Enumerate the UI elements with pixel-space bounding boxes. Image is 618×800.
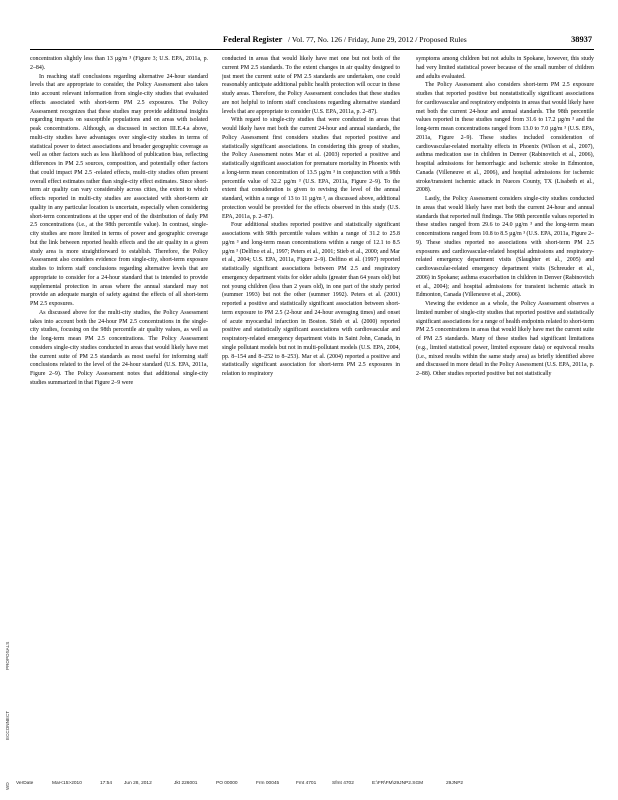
body-columns xyxy=(30,55,594,770)
text-column-1 xyxy=(30,55,208,770)
paragraph: With regard to single-city studies that were conducted in areas that would likely have met both the current 24-hour and annual standards, the Policy Assessment first considers studies that reported positive and statistically significant associations. In considering this group of studies, the Policy Assessment notes Mar et al. (2003) reported a positive and statistically significant association for premature mortality in Phoenix with a long-term mean concentration of 13.5 µg/m ³ in conjunction with a 98th percentile value of 32.2 µg/m ³ (U.S. EPA, 2011a, Figure 2–9). To the extent that consideration is given to revising the level of the annual standard, within a range of 13 to 11 µg/m ³, as discussed above, additional protection would be provided for the effects observed in this study (U.S. EPA, 2011a, p. 2–87). xyxy=(222,117,400,220)
paragraph: concentration slightly less than 13 µg/m ³ (Figure 3; U.S. EPA, 2011a, p. 2–84). xyxy=(30,56,208,71)
footer-field: 29JNP2 xyxy=(446,781,464,786)
side-stamp: PROPOSALS xyxy=(5,641,10,670)
footer-field: Jun 28, 2012 xyxy=(124,781,152,786)
text-column-2 xyxy=(222,55,400,770)
publication-title: Federal Register xyxy=(223,35,283,44)
footer-field: Fmt 4701 xyxy=(296,781,317,786)
text-column-3 xyxy=(416,55,594,770)
paragraph: Four additional studies reported positive and statistically significant associations with 98th percentile values within a range of 31.2 to 25.8 µg/m ³ and long-term mean concentrations within a range of 12.1 to 8.5 µg/m ³ (Delfino et al., 1997; Peters et al., 2001; Stieb et al., 2000; and Mar et al., 2004; U.S. EPA, 2011a, Figure 2–9). Delfino et al. (1997) reported statistically significant associations between PM 2.5 and respiratory emergency department visits for older adults (greater than 64 years old) but not young children (less than 2 years old), in one part of the study period (summer 1993) but not the other (summer 1992). Peters et al. (2001) reported a positive and statistically significant association between short-term exposure to PM 2.5 (2-hour and 24-hour averaging times) and onset of acute myocardial infarction in Boston. Stieb et al. (2000) reported positive and statistically significant associations with cardiovascular and respiratory-related emergency department visits in Saint John, Canada, in single pollutant models but not in multi-pollutant models (U.S. EPA, 2004, pp. 8–154 and 8–252 to 8–253). Mar et al. (2004) reported a positive and statistically significant association for short-term PM 2.5 exposures in relation to respiratory xyxy=(222,222,400,377)
footer-field: Frm 00045 xyxy=(256,781,280,786)
side-stamp: ECCONNECT xyxy=(5,710,10,740)
footer-field: VerDate xyxy=(16,781,34,786)
paragraph: The Policy Assessment also considers short-term PM 2.5 exposure studies that reported positive but nonstatistically significant associations for cardiovascular and respiratory endpoints in areas that would likely have met both the current 24-hour and annual standards. The 98th percentile values reported in these studies ranged from 31.6 to 17.2 µg/m ³ and the long-term mean concentrations ranged from 13.0 to 7.0 µg/m ³ (U.S. EPA, 2011a, Figure 2–9). These studies included consideration of cardiovascular-related mortality effects in Phoenix (Wilson et al., 2007), asthma medication use in children in Denver (Rabinovitch et al., 2006), hospital admissions for hemorrhagic and ischemic stroke in Edmonton, Canada (Villeneuve et al., 2006), and hospital admissions for ischemic stroke/transient ischemic attack in Nueces County, TX (Lisabeth et al., 2008). xyxy=(416,82,594,194)
footer-field: 17:54 xyxy=(100,781,113,786)
footer-field: E:\FR\FM\29JNP2.SGM xyxy=(372,781,424,786)
footer-field: PO 00000 xyxy=(216,781,238,786)
footer-field: Sfmt 4702 xyxy=(332,781,354,786)
print-footer xyxy=(16,779,594,789)
header-rule xyxy=(30,49,594,50)
page-header xyxy=(30,33,594,47)
paragraph: As discussed above for the multi-city studies, the Policy Assessment takes into account both the 24-hour PM 2.5 concentrations in the single-city studies, focusing on the 98th percentile air quality values, as well as the long-term mean PM 2.5 concentrations. The Policy Assessment considers single-city studies conducted in areas that would likely have met the current suite of PM 2.5 standards as most useful for informing staff conclusions related to the level of the 24-hour standard (U.S. EPA, 2011a, Figure 2–9). The Policy Assessment notes that additional single-city studies summarized in that Figure 2–9 were xyxy=(30,309,208,386)
paragraph: conducted in areas that would likely have met one but not both of the current PM 2.5 standards. To the extent changes in air quality designed to just meet the current suite of PM 2.5 standards are undertaken, one could reasonably anticipate additional public health protection will occur in these study areas. Therefore, the Policy Assessment concludes that these studies are not helpful to inform staff conclusions regarding alternative standard levels that are appropriate to consider (U.S. EPA, 2011a, p. 2–87). xyxy=(222,56,400,115)
paragraph: In reaching staff conclusions regarding alternative 24-hour standard levels that are appropriate to consider, the Policy Assessment also takes into account relevant information from single-city studies that evaluated effects associated with short-term PM 2.5 exposures. The Policy Assessment recognizes that these studies may provide additional insights regarding impacts on susceptible populations and on areas with isolated peak concentrations. Although, as discussed in section III.E.4.a above, multi-city studies have advantages over single-city studies in terms of statistical power to detect associations and broader geographic coverage as well as other factors such as less likelihood of publication bias, reflecting differences in PM 2.5 sources, composition, and potentially other factors that could impact PM 2.5 -related effects, multi-city studies often present overall effect estimates rather than single-city effect estimates. Since short-term air quality can vary considerably across cities, the extent to which effects reported in multi-city studies are associated with short-term air quality in any particular location is uncertain, especially when considering short-term concentrations at the upper end of the distribution of daily PM 2.5 concentrations (i.e., at the 98th percentile value). In contrast, single-city studies are more limited in terms of power and geographic coverage but the link between reported health effects and the air quality in a given study area is more straightforward to establish. Therefore, the Policy Assessment also considers evidence from single-city, short-term exposure studies to inform staff conclusions regarding alternative levels that are appropriate to consider for a 24-hour standard that is intended to provide supplemental protection in areas where the annual standard may not provide an adequate margin of safety against the effects of all short-term PM 2.5 exposures. xyxy=(30,73,208,307)
paragraph: Lastly, the Policy Assessment considers single-city studies conducted in areas that would likely have met both the current 24-hour and annual standards that reported null findings. The 98th percentile values reported in these studies ranged from 29.6 to 24.0 µg/m ³ and the long-term mean concentrations ranged from 10.8 to 8.5 µg/m ³ (U.S. EPA, 2011a, Figure 2–9). These studies reported no associations with short-term PM 2.5 exposures and cardiovascular-related hospital admissions and respiratory-related emergency department visits (Slaughter et al., 2005) and cardiovascular-related emergency department visits (Schreuder et al., 2006) in Spokane; asthma exacerbation in children in Denver (Rabinovitch et al., 2004); and hospital admissions for transient ischemic attack in Edmonton, Canada (Villeneuve et al., 2006). xyxy=(416,196,594,299)
footer-field: Mar<15>2010 xyxy=(52,781,82,786)
side-stamp: WD xyxy=(5,782,10,790)
issue-line: / Vol. 77, No. 126 / Friday, June 29, 2012 / Proposed Rules xyxy=(288,35,467,44)
paragraph: symptoms among children but not adults in Spokane, however, this study had very limited statistical power because of the small number of children and adults evaluated. xyxy=(416,56,594,80)
paragraph: Viewing the evidence as a whole, the Policy Assessment observes a limited number of single-city studies that reported positive and statistically significant associations for a range of health endpoints related to short-term PM 2.5 concentrations in areas that would likely have met the current suite of PM 2.5 standards. Many of these studies had significant limitations (e.g., limited statistical power, limited exposure data) or equivocal results (i.e., mixed results within the same study area) as briefly identified above and discussed in more detail in the Policy Assessment (U.S. EPA, 2011a, p. 2–88). Other studies reported positive but not statistically xyxy=(416,301,594,377)
footer-field: Jkt 226001 xyxy=(174,781,198,786)
page-number: 38937 xyxy=(571,35,592,44)
